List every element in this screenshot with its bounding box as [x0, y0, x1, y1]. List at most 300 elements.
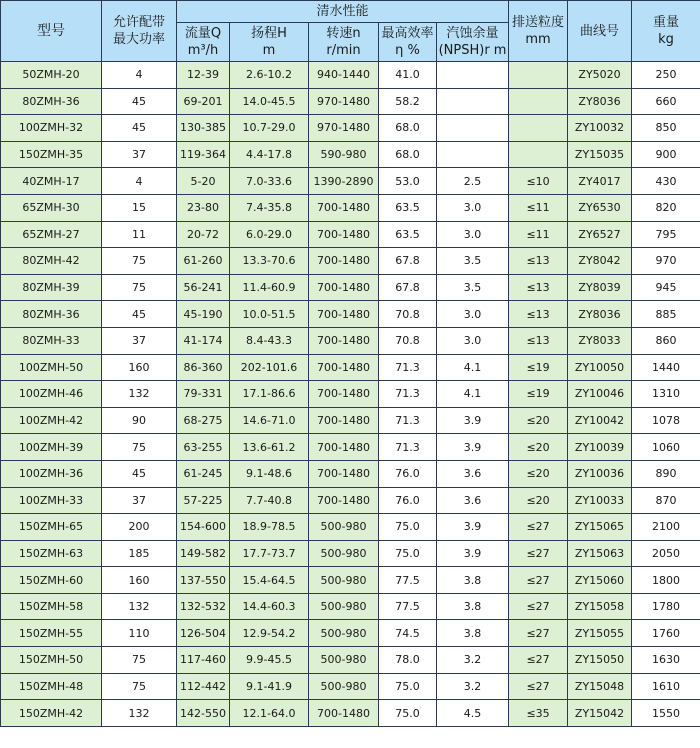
cell-max-power: 110: [102, 620, 177, 647]
cell-model: 50ZMH-20: [1, 62, 102, 89]
cell-head: 9.1-41.9: [230, 673, 309, 700]
cell-model: 100ZMH-39: [1, 434, 102, 461]
cell-max-power: 132: [102, 700, 177, 727]
cell-npsh: 4.1: [437, 354, 509, 381]
header-weight: [632, 1, 700, 62]
cell-particle-size: ≤35: [509, 700, 568, 727]
cell-flow: 56-241: [177, 274, 230, 301]
cell-particle-size: ≤20: [509, 407, 568, 434]
cell-npsh: 3.0: [437, 221, 509, 248]
header-max-power-line1: 允许配带: [112, 15, 165, 30]
cell-curve-no: ZY10033: [568, 487, 632, 514]
cell-speed: 700-1480: [309, 194, 379, 221]
cell-particle-size: ≤13: [509, 301, 568, 328]
header-particle-size-line1: 排送粒度: [512, 15, 565, 30]
header-npsh: [437, 23, 509, 62]
cell-flow: 41-174: [177, 327, 230, 354]
cell-flow: 20-72: [177, 221, 230, 248]
cell-weight: 250: [632, 62, 700, 89]
cell-curve-no: ZY10042: [568, 407, 632, 434]
cell-flow: 45-190: [177, 301, 230, 328]
cell-particle-size: [509, 62, 568, 89]
cell-head: 13.3-70.6: [230, 248, 309, 275]
cell-npsh: 3.5: [437, 248, 509, 275]
table-row: [1, 115, 700, 142]
cell-efficiency: 68.0: [379, 115, 437, 142]
cell-speed: 700-1480: [309, 221, 379, 248]
cell-curve-no: ZY8042: [568, 248, 632, 275]
cell-weight: 885: [632, 301, 700, 328]
cell-particle-size: ≤27: [509, 514, 568, 541]
cell-speed: 700-1480: [309, 407, 379, 434]
cell-curve-no: ZY5020: [568, 62, 632, 89]
cell-particle-size: ≤20: [509, 434, 568, 461]
cell-head: 12.9-54.2: [230, 620, 309, 647]
cell-efficiency: 70.8: [379, 301, 437, 328]
cell-head: 9.1-48.6: [230, 460, 309, 487]
cell-weight: 970: [632, 248, 700, 275]
cell-flow: 68-275: [177, 407, 230, 434]
cell-curve-no: ZY6527: [568, 221, 632, 248]
cell-speed: 700-1480: [309, 248, 379, 275]
cell-max-power: 75: [102, 274, 177, 301]
cell-curve-no: ZY10036: [568, 460, 632, 487]
cell-efficiency: 58.2: [379, 88, 437, 115]
cell-speed: 500-980: [309, 593, 379, 620]
cell-efficiency: 71.3: [379, 407, 437, 434]
header-flow: [177, 23, 230, 62]
cell-head: 7.7-40.8: [230, 487, 309, 514]
cell-max-power: 200: [102, 514, 177, 541]
cell-model: 100ZMH-33: [1, 487, 102, 514]
header-max-efficiency-line2: η %: [395, 43, 420, 58]
cell-weight: 1800: [632, 567, 700, 594]
cell-efficiency: 67.8: [379, 274, 437, 301]
cell-max-power: 75: [102, 673, 177, 700]
cell-efficiency: 75.0: [379, 514, 437, 541]
cell-max-power: 160: [102, 567, 177, 594]
cell-weight: 1440: [632, 354, 700, 381]
cell-flow: 61-260: [177, 248, 230, 275]
cell-weight: 1780: [632, 593, 700, 620]
cell-max-power: 45: [102, 88, 177, 115]
cell-npsh: 3.0: [437, 194, 509, 221]
cell-max-power: 185: [102, 540, 177, 567]
cell-npsh: 3.9: [437, 434, 509, 461]
table-row: [1, 354, 700, 381]
cell-max-power: 15: [102, 194, 177, 221]
cell-particle-size: ≤27: [509, 647, 568, 674]
table-row: [1, 274, 700, 301]
cell-weight: 890: [632, 460, 700, 487]
cell-flow: 149-582: [177, 540, 230, 567]
cell-model: 65ZMH-27: [1, 221, 102, 248]
cell-model: 100ZMH-36: [1, 460, 102, 487]
cell-curve-no: ZY10050: [568, 354, 632, 381]
cell-flow: 130-385: [177, 115, 230, 142]
cell-max-power: 11: [102, 221, 177, 248]
table-row: [1, 407, 700, 434]
cell-particle-size: ≤11: [509, 221, 568, 248]
cell-speed: 700-1480: [309, 460, 379, 487]
header-head-line2: m: [262, 43, 276, 58]
cell-speed: 700-1480: [309, 301, 379, 328]
cell-max-power: 132: [102, 381, 177, 408]
cell-efficiency: 75.0: [379, 673, 437, 700]
cell-speed: 940-1440: [309, 62, 379, 89]
cell-weight: 1310: [632, 381, 700, 408]
cell-efficiency: 78.0: [379, 647, 437, 674]
cell-head: 6.0-29.0: [230, 221, 309, 248]
cell-npsh: 3.2: [437, 673, 509, 700]
cell-model: 150ZMH-55: [1, 620, 102, 647]
cell-max-power: 4: [102, 168, 177, 195]
table-row: [1, 221, 700, 248]
header-max-efficiency: [379, 23, 437, 62]
table-row: [1, 434, 700, 461]
header-npsh-line2: (NPSH)r m: [438, 43, 507, 58]
header-speed-line2: r/min: [326, 43, 361, 58]
cell-curve-no: ZY4017: [568, 168, 632, 195]
cell-model: 150ZMH-63: [1, 540, 102, 567]
cell-head: 10.0-51.5: [230, 301, 309, 328]
cell-efficiency: 68.0: [379, 141, 437, 168]
cell-npsh: 3.6: [437, 460, 509, 487]
cell-efficiency: 41.0: [379, 62, 437, 89]
cell-particle-size: [509, 115, 568, 142]
cell-weight: 2050: [632, 540, 700, 567]
table-row: [1, 301, 700, 328]
cell-curve-no: ZY15048: [568, 673, 632, 700]
cell-efficiency: 63.5: [379, 194, 437, 221]
cell-flow: 142-550: [177, 700, 230, 727]
cell-efficiency: 63.5: [379, 221, 437, 248]
cell-flow: 61-245: [177, 460, 230, 487]
header-speed-line1: 转速n: [326, 26, 361, 41]
cell-weight: 820: [632, 194, 700, 221]
cell-curve-no: ZY10032: [568, 115, 632, 142]
cell-model: 150ZMH-65: [1, 514, 102, 541]
cell-flow: 12-39: [177, 62, 230, 89]
cell-head: 13.6-61.2: [230, 434, 309, 461]
cell-flow: 137-550: [177, 567, 230, 594]
cell-model: 150ZMH-58: [1, 593, 102, 620]
cell-particle-size: ≤19: [509, 381, 568, 408]
cell-flow: 112-442: [177, 673, 230, 700]
cell-model: 100ZMH-50: [1, 354, 102, 381]
cell-curve-no: ZY8036: [568, 301, 632, 328]
cell-flow: 63-255: [177, 434, 230, 461]
cell-weight: 2100: [632, 514, 700, 541]
table-row: [1, 88, 700, 115]
cell-model: 100ZMH-32: [1, 115, 102, 142]
cell-particle-size: ≤27: [509, 620, 568, 647]
cell-head: 202-101.6: [230, 354, 309, 381]
cell-speed: 700-1480: [309, 274, 379, 301]
header-speed: [309, 23, 379, 62]
cell-weight: 1060: [632, 434, 700, 461]
cell-particle-size: ≤19: [509, 354, 568, 381]
cell-head: 15.4-64.5: [230, 567, 309, 594]
cell-max-power: 45: [102, 115, 177, 142]
table-row: [1, 141, 700, 168]
cell-max-power: 132: [102, 593, 177, 620]
cell-particle-size: ≤13: [509, 274, 568, 301]
cell-curve-no: ZY8033: [568, 327, 632, 354]
cell-efficiency: 71.3: [379, 381, 437, 408]
cell-efficiency: 67.8: [379, 248, 437, 275]
cell-efficiency: 53.0: [379, 168, 437, 195]
cell-model: 150ZMH-42: [1, 700, 102, 727]
cell-weight: 900: [632, 141, 700, 168]
table-row: [1, 381, 700, 408]
cell-flow: 119-364: [177, 141, 230, 168]
cell-efficiency: 77.5: [379, 567, 437, 594]
cell-head: 12.1-64.0: [230, 700, 309, 727]
header-head-line1: 扬程H: [251, 26, 287, 41]
table-row: [1, 460, 700, 487]
cell-npsh: 3.8: [437, 620, 509, 647]
table-row: [1, 567, 700, 594]
table-row: [1, 487, 700, 514]
cell-npsh: 3.9: [437, 540, 509, 567]
cell-model: 80ZMH-42: [1, 248, 102, 275]
cell-weight: 860: [632, 327, 700, 354]
cell-efficiency: 70.8: [379, 327, 437, 354]
cell-curve-no: ZY15035: [568, 141, 632, 168]
cell-head: 2.6-10.2: [230, 62, 309, 89]
cell-max-power: 45: [102, 460, 177, 487]
header-head: [230, 23, 309, 62]
cell-head: 7.0-33.6: [230, 168, 309, 195]
cell-npsh: [437, 141, 509, 168]
cell-head: 8.4-43.3: [230, 327, 309, 354]
header-particle-size-line2: mm: [525, 32, 551, 47]
header-flow-line1: 流量Q: [184, 26, 222, 41]
header-particle-size: [509, 1, 568, 62]
table-row: [1, 514, 700, 541]
table-row: [1, 194, 700, 221]
cell-particle-size: [509, 88, 568, 115]
cell-npsh: 3.5: [437, 274, 509, 301]
cell-flow: 23-80: [177, 194, 230, 221]
cell-head: 14.4-60.3: [230, 593, 309, 620]
cell-speed: 500-980: [309, 567, 379, 594]
cell-npsh: [437, 115, 509, 142]
cell-weight: 1630: [632, 647, 700, 674]
cell-npsh: [437, 88, 509, 115]
cell-npsh: [437, 62, 509, 89]
cell-particle-size: ≤27: [509, 673, 568, 700]
cell-flow: 69-201: [177, 88, 230, 115]
cell-head: 11.4-60.9: [230, 274, 309, 301]
cell-curve-no: ZY15060: [568, 567, 632, 594]
cell-npsh: 3.0: [437, 301, 509, 328]
cell-head: 10.7-29.0: [230, 115, 309, 142]
cell-particle-size: ≤27: [509, 593, 568, 620]
cell-weight: 1078: [632, 407, 700, 434]
cell-npsh: 3.8: [437, 567, 509, 594]
header-model: 型号: [1, 1, 102, 62]
cell-efficiency: 76.0: [379, 487, 437, 514]
cell-speed: 500-980: [309, 620, 379, 647]
cell-model: 40ZMH-17: [1, 168, 102, 195]
cell-npsh: 3.0: [437, 327, 509, 354]
table-row: [1, 62, 700, 89]
cell-curve-no: ZY15063: [568, 540, 632, 567]
cell-max-power: 37: [102, 141, 177, 168]
cell-efficiency: 74.5: [379, 620, 437, 647]
cell-max-power: 4: [102, 62, 177, 89]
cell-particle-size: ≤10: [509, 168, 568, 195]
cell-head: 9.9-45.5: [230, 647, 309, 674]
cell-curve-no: ZY8039: [568, 274, 632, 301]
cell-speed: 500-980: [309, 514, 379, 541]
cell-head: 17.1-86.6: [230, 381, 309, 408]
cell-speed: 500-980: [309, 647, 379, 674]
cell-model: 80ZMH-33: [1, 327, 102, 354]
cell-flow: 154-600: [177, 514, 230, 541]
table-body: [1, 62, 700, 727]
cell-flow: 126-504: [177, 620, 230, 647]
cell-curve-no: ZY6530: [568, 194, 632, 221]
cell-model: 100ZMH-46: [1, 381, 102, 408]
header-max-power-line2: 最大功率: [112, 32, 165, 47]
cell-head: 7.4-35.8: [230, 194, 309, 221]
cell-weight: 1610: [632, 673, 700, 700]
header-npsh-line1: 汽蚀余量: [446, 26, 499, 41]
cell-speed: 500-980: [309, 673, 379, 700]
cell-particle-size: ≤20: [509, 460, 568, 487]
cell-model: 150ZMH-48: [1, 673, 102, 700]
cell-max-power: 75: [102, 647, 177, 674]
cell-weight: 850: [632, 115, 700, 142]
cell-speed: 500-980: [309, 540, 379, 567]
header-weight-line2: kg: [658, 32, 674, 47]
table-row: [1, 248, 700, 275]
cell-max-power: 45: [102, 301, 177, 328]
cell-flow: 86-360: [177, 354, 230, 381]
cell-flow: 5-20: [177, 168, 230, 195]
cell-npsh: 4.5: [437, 700, 509, 727]
cell-max-power: 37: [102, 327, 177, 354]
table-row: [1, 620, 700, 647]
cell-speed: 970-1480: [309, 115, 379, 142]
cell-head: 17.7-73.7: [230, 540, 309, 567]
table-row: [1, 540, 700, 567]
cell-npsh: 4.1: [437, 381, 509, 408]
cell-weight: 430: [632, 168, 700, 195]
cell-efficiency: 75.0: [379, 540, 437, 567]
header-curve-no: 曲线号: [568, 1, 632, 62]
header-weight-line1: 重量: [653, 15, 680, 30]
header-max-efficiency-line1: 最高效率: [381, 26, 434, 41]
cell-npsh: 3.2: [437, 647, 509, 674]
cell-weight: 660: [632, 88, 700, 115]
cell-speed: 700-1480: [309, 354, 379, 381]
cell-max-power: 75: [102, 248, 177, 275]
cell-weight: 945: [632, 274, 700, 301]
cell-model: 100ZMH-42: [1, 407, 102, 434]
cell-max-power: 37: [102, 487, 177, 514]
header-max-power: [102, 1, 177, 62]
cell-model: 65ZMH-30: [1, 194, 102, 221]
cell-particle-size: ≤27: [509, 567, 568, 594]
cell-curve-no: ZY15050: [568, 647, 632, 674]
cell-speed: 970-1480: [309, 88, 379, 115]
cell-particle-size: [509, 141, 568, 168]
cell-model: 80ZMH-39: [1, 274, 102, 301]
table-row: [1, 673, 700, 700]
cell-npsh: 3.6: [437, 487, 509, 514]
cell-speed: 700-1480: [309, 700, 379, 727]
cell-particle-size: ≤27: [509, 540, 568, 567]
cell-curve-no: ZY10046: [568, 381, 632, 408]
cell-flow: 117-460: [177, 647, 230, 674]
cell-npsh: 3.8: [437, 593, 509, 620]
cell-head: 18.9-78.5: [230, 514, 309, 541]
cell-particle-size: ≤13: [509, 327, 568, 354]
header-clear-water-performance: 清水性能: [177, 1, 509, 23]
table-row: [1, 168, 700, 195]
cell-speed: 590-980: [309, 141, 379, 168]
cell-npsh: 3.9: [437, 407, 509, 434]
cell-curve-no: ZY8036: [568, 88, 632, 115]
cell-curve-no: ZY15042: [568, 700, 632, 727]
cell-curve-no: ZY15055: [568, 620, 632, 647]
cell-particle-size: ≤11: [509, 194, 568, 221]
cell-max-power: 160: [102, 354, 177, 381]
cell-particle-size: ≤20: [509, 487, 568, 514]
cell-weight: 1550: [632, 700, 700, 727]
cell-efficiency: 76.0: [379, 460, 437, 487]
cell-max-power: 90: [102, 407, 177, 434]
header-flow-line2: m³/h: [187, 43, 219, 58]
cell-particle-size: ≤13: [509, 248, 568, 275]
cell-npsh: 3.9: [437, 514, 509, 541]
cell-model: 150ZMH-35: [1, 141, 102, 168]
cell-speed: 700-1480: [309, 327, 379, 354]
table-row: [1, 593, 700, 620]
cell-flow: 79-331: [177, 381, 230, 408]
cell-flow: 57-225: [177, 487, 230, 514]
cell-model: 80ZMH-36: [1, 88, 102, 115]
cell-weight: 795: [632, 221, 700, 248]
cell-flow: 132-532: [177, 593, 230, 620]
table-row: [1, 647, 700, 674]
table-row: [1, 327, 700, 354]
cell-model: 150ZMH-60: [1, 567, 102, 594]
cell-curve-no: ZY10039: [568, 434, 632, 461]
cell-model: 80ZMH-36: [1, 301, 102, 328]
cell-curve-no: ZY15065: [568, 514, 632, 541]
table-header: [1, 1, 700, 62]
cell-max-power: 75: [102, 434, 177, 461]
table-row: [1, 700, 700, 727]
cell-speed: 700-1480: [309, 487, 379, 514]
cell-speed: 1390-2890: [309, 168, 379, 195]
cell-weight: 1760: [632, 620, 700, 647]
cell-head: 14.0-45.5: [230, 88, 309, 115]
cell-efficiency: 71.3: [379, 354, 437, 381]
cell-efficiency: 75.0: [379, 700, 437, 727]
cell-npsh: 2.5: [437, 168, 509, 195]
cell-head: 14.6-71.0: [230, 407, 309, 434]
cell-head: 4.4-17.8: [230, 141, 309, 168]
cell-efficiency: 77.5: [379, 593, 437, 620]
cell-speed: 700-1480: [309, 434, 379, 461]
cell-weight: 870: [632, 487, 700, 514]
